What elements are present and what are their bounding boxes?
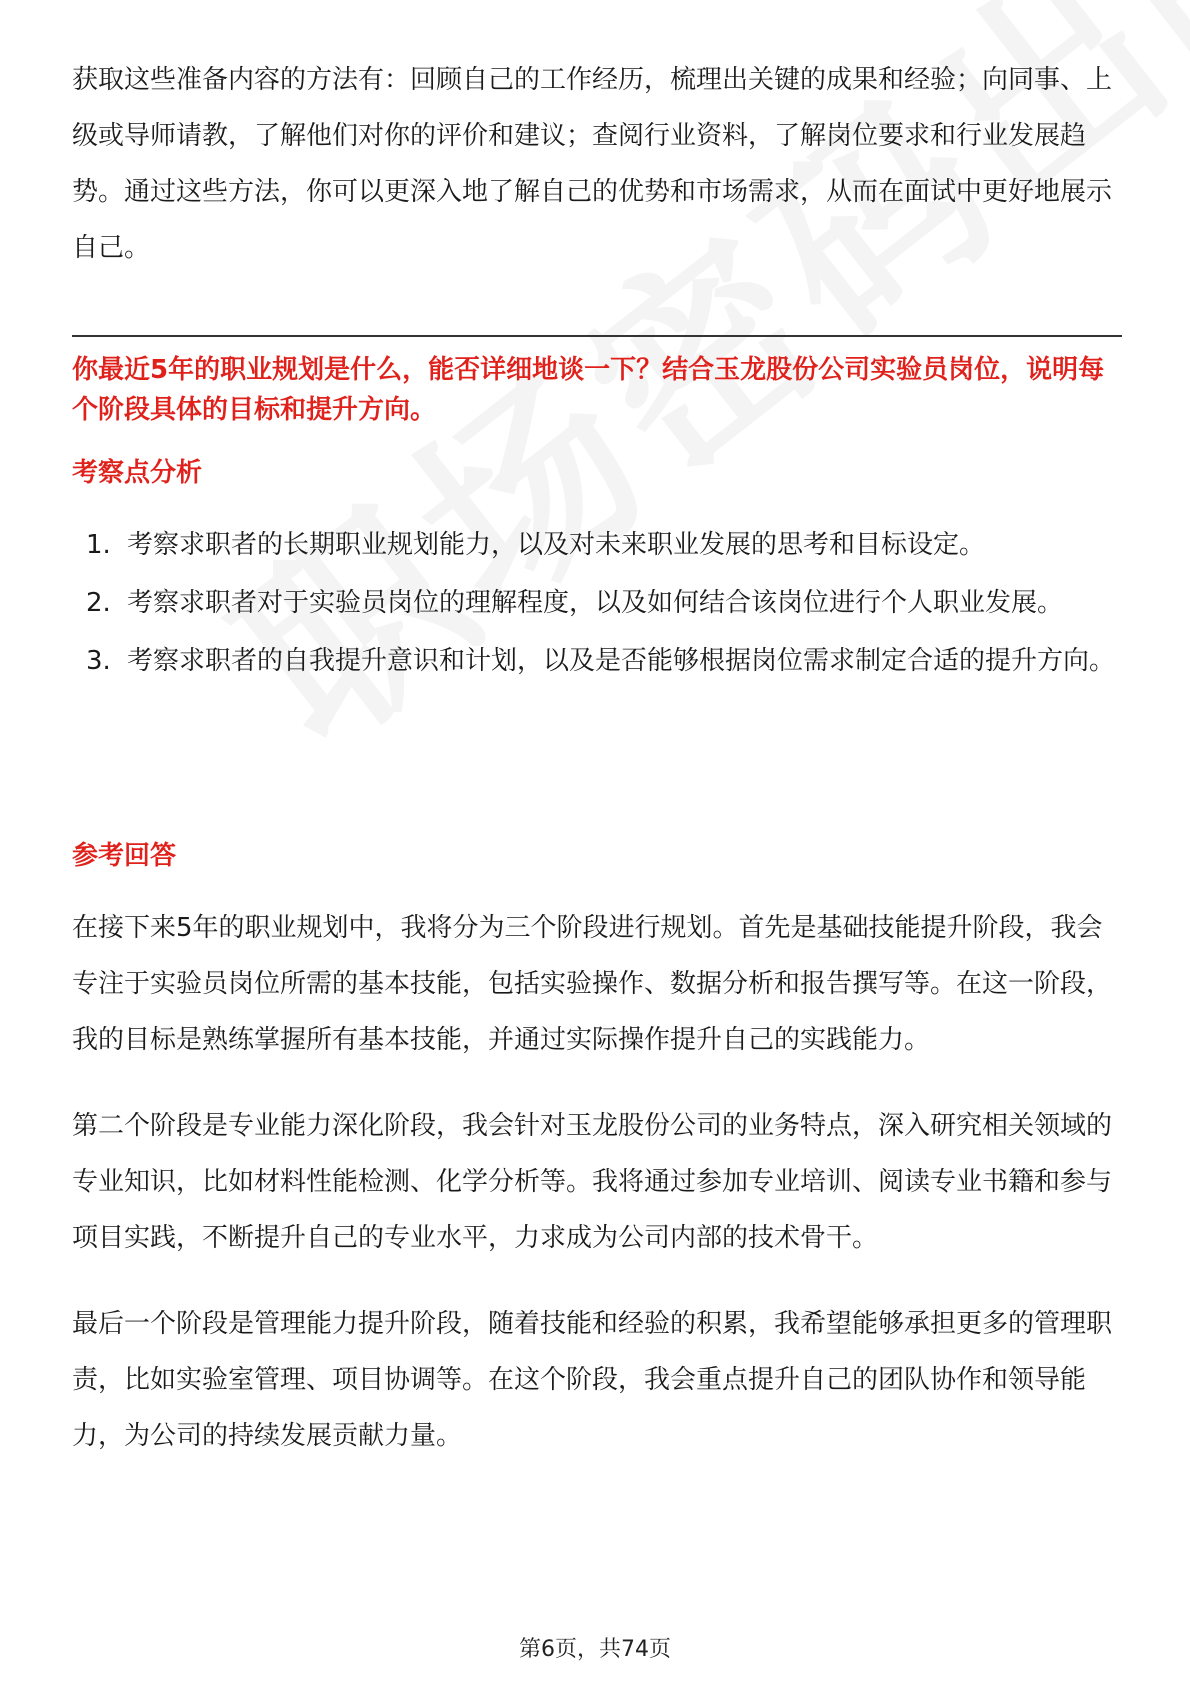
analysis-list: [72, 516, 1122, 690]
list-number: 3.: [86, 646, 111, 676]
list-number: 1.: [86, 530, 111, 560]
intro-paragraph: 获取这些准备内容的方法有：回顾自己的工作经历，梳理出关键的成果和经验；向同事、上级或导师请教，了解他们对你的评价和建议；查阅行业资料，了解岗位要求和行业发展趋势。通过这些方法，你可以更深入地了解自己的优势和市场需求，从而在面试中更好地展示自己。: [72, 65, 1113, 263]
page-number: 第6页，共74页: [519, 1637, 671, 1662]
answer-paragraph: 第二个阶段是专业能力深化阶段，我会针对玉龙股份公司的业务特点，深入研究相关领域的专业知识，比如材料性能检测、化学分析等。我将通过参加专业培训、阅读专业书籍和参与项目实践，不断提升自己的专业水平，力求成为公司内部的技术骨干。: [72, 1111, 1113, 1253]
answer-body: [72, 900, 1122, 1494]
divider: [72, 335, 1122, 337]
answer-heading: 参考回答: [72, 841, 177, 871]
question-title: 你最近5年的职业规划是什么，能否详细地谈一下？结合玉龙股份公司实验员岗位，说明每个阶段具体的目标和提升方向。: [72, 355, 1105, 425]
answer-paragraph: 在接下来5年的职业规划中，我将分为三个阶段进行规划。首先是基础技能提升阶段，我会专注于实验员岗位所需的基本技能，包括实验操作、数据分析和报告撰写等。在这一阶段，我的目标是熟练掌握所有基本技能，并通过实际操作提升自己的实践能力。: [72, 913, 1113, 1055]
list-item: [72, 574, 1122, 632]
list-item: [72, 632, 1122, 690]
list-number: 2.: [86, 588, 111, 618]
list-item: [72, 516, 1122, 574]
analysis-heading: 考察点分析: [72, 458, 203, 488]
answer-paragraph: 最后一个阶段是管理能力提升阶段，随着技能和经验的积累，我希望能够承担更多的管理职责，比如实验室管理、项目协调等。在这个阶段，我会重点提升自己的团队协作和领导能力，为公司的持续发展贡献力量。: [72, 1309, 1113, 1451]
list-text: 考察求职者的自我提升意识和计划，以及是否能够根据岗位需求制定合适的提升方向。: [127, 646, 1116, 676]
list-text: 考察求职者的长期职业规划能力，以及对未来职业发展的思考和目标设定。: [127, 530, 986, 560]
list-text: 考察求职者对于实验员岗位的理解程度，以及如何结合该岗位进行个人职业发展。: [127, 588, 1064, 618]
